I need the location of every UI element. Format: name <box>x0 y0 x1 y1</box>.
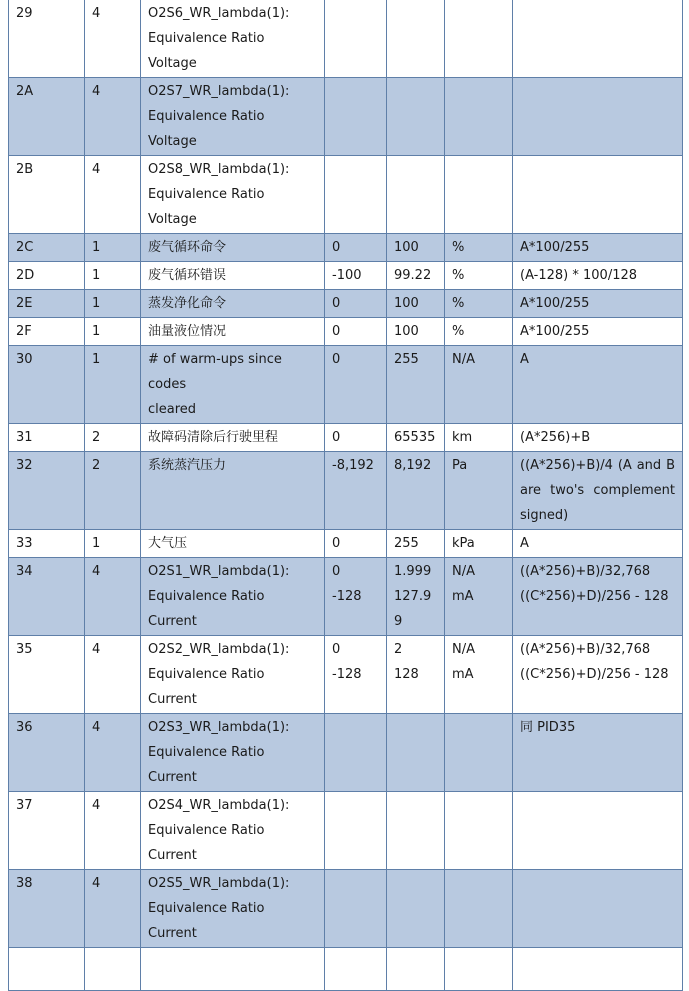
formula-cell <box>513 870 683 948</box>
description-cell: 废气循环错误 <box>141 262 325 290</box>
pid-cell: 32 <box>9 452 85 530</box>
formula-cell: A*100/255 <box>513 234 683 262</box>
bytes-cell: 1 <box>85 290 141 318</box>
pid-cell <box>9 948 85 991</box>
formula-cell: ((A*256)+B)/32,768 ((C*256)+D)/256 - 128 <box>513 636 683 714</box>
min-value-cell: 0 <box>325 346 387 424</box>
description-cell: O2S6_WR_lambda(1): Equivalence Ratio Voltage <box>141 0 325 78</box>
pid-cell: 34 <box>9 558 85 636</box>
min-value-cell <box>325 0 387 78</box>
pid-cell: 2A <box>9 78 85 156</box>
description-cell: 故障码清除后行驶里程 <box>141 424 325 452</box>
pid-cell: 33 <box>9 530 85 558</box>
description-cell: 大气压 <box>141 530 325 558</box>
unit-cell: % <box>445 290 513 318</box>
pid-cell: 30 <box>9 346 85 424</box>
max-value-cell: 99.22 <box>387 262 445 290</box>
max-value-cell <box>387 792 445 870</box>
unit-cell <box>445 948 513 991</box>
pid-cell: 2E <box>9 290 85 318</box>
max-value-cell: 65535 <box>387 424 445 452</box>
table-row <box>9 530 683 558</box>
min-value-cell <box>325 714 387 792</box>
formula-cell <box>513 156 683 234</box>
formula-cell <box>513 792 683 870</box>
description-cell <box>141 948 325 991</box>
description-cell: # of warm-ups since codes cleared <box>141 346 325 424</box>
formula-cell: A <box>513 346 683 424</box>
description-cell: 油量液位情况 <box>141 318 325 346</box>
formula-cell: ((A*256)+B)/4 (A and B are two's complement signed) <box>513 452 683 530</box>
max-value-cell: 100 <box>387 290 445 318</box>
formula-cell: (A-128) * 100/128 <box>513 262 683 290</box>
max-value-cell: 100 <box>387 234 445 262</box>
unit-cell: Pa <box>445 452 513 530</box>
bytes-cell: 1 <box>85 530 141 558</box>
pid-cell: 38 <box>9 870 85 948</box>
obd-pid-table <box>8 0 683 991</box>
min-value-cell: 0 <box>325 318 387 346</box>
pid-cell: 37 <box>9 792 85 870</box>
table-row <box>9 78 683 156</box>
pid-cell: 2C <box>9 234 85 262</box>
table-row <box>9 156 683 234</box>
max-value-cell <box>387 870 445 948</box>
bytes-cell: 4 <box>85 714 141 792</box>
description-cell: 废气循环命令 <box>141 234 325 262</box>
table-row <box>9 0 683 78</box>
table-row <box>9 290 683 318</box>
pid-cell: 29 <box>9 0 85 78</box>
max-value-cell <box>387 714 445 792</box>
table-row <box>9 948 683 991</box>
pid-cell: 36 <box>9 714 85 792</box>
min-value-cell <box>325 78 387 156</box>
bytes-cell: 4 <box>85 636 141 714</box>
min-value-cell <box>325 156 387 234</box>
table-row <box>9 262 683 290</box>
min-value-cell: 0 <box>325 290 387 318</box>
min-value-cell: 0 <box>325 530 387 558</box>
table-row <box>9 424 683 452</box>
bytes-cell: 2 <box>85 424 141 452</box>
min-value-cell: 0 <box>325 234 387 262</box>
bytes-cell: 4 <box>85 0 141 78</box>
table-row <box>9 234 683 262</box>
bytes-cell: 1 <box>85 234 141 262</box>
description-cell: 系统蒸汽压力 <box>141 452 325 530</box>
bytes-cell: 1 <box>85 346 141 424</box>
description-cell: O2S5_WR_lambda(1): Equivalence Ratio Current <box>141 870 325 948</box>
min-value-cell: -8,192 <box>325 452 387 530</box>
formula-cell: A*100/255 <box>513 318 683 346</box>
max-value-cell <box>387 948 445 991</box>
formula-cell: A*100/255 <box>513 290 683 318</box>
min-value-cell: 0 -128 <box>325 636 387 714</box>
description-cell: O2S8_WR_lambda(1): Equivalence Ratio Voltage <box>141 156 325 234</box>
min-value-cell: 0 <box>325 424 387 452</box>
table-row <box>9 636 683 714</box>
table-row <box>9 792 683 870</box>
unit-cell: % <box>445 262 513 290</box>
bytes-cell: 4 <box>85 792 141 870</box>
table-row <box>9 318 683 346</box>
table-row <box>9 346 683 424</box>
formula-cell: ((A*256)+B)/32,768 ((C*256)+D)/256 - 128 <box>513 558 683 636</box>
unit-cell <box>445 78 513 156</box>
unit-cell <box>445 0 513 78</box>
formula-cell: A <box>513 530 683 558</box>
bytes-cell: 4 <box>85 78 141 156</box>
unit-cell: % <box>445 234 513 262</box>
unit-cell: % <box>445 318 513 346</box>
description-cell: O2S2_WR_lambda(1): Equivalence Ratio Current <box>141 636 325 714</box>
max-value-cell <box>387 78 445 156</box>
formula-cell <box>513 78 683 156</box>
description-cell: O2S7_WR_lambda(1): Equivalence Ratio Voltage <box>141 78 325 156</box>
bytes-cell: 1 <box>85 318 141 346</box>
table-row <box>9 452 683 530</box>
formula-cell: 同 PID35 <box>513 714 683 792</box>
max-value-cell: 255 <box>387 530 445 558</box>
max-value-cell: 255 <box>387 346 445 424</box>
max-value-cell <box>387 0 445 78</box>
unit-cell: N/A <box>445 346 513 424</box>
min-value-cell: -100 <box>325 262 387 290</box>
formula-cell: (A*256)+B <box>513 424 683 452</box>
bytes-cell <box>85 948 141 991</box>
description-cell: O2S4_WR_lambda(1): Equivalence Ratio Current <box>141 792 325 870</box>
bytes-cell: 4 <box>85 870 141 948</box>
description-cell: O2S1_WR_lambda(1): Equivalence Ratio Current <box>141 558 325 636</box>
pid-cell: 31 <box>9 424 85 452</box>
table-body <box>9 0 683 991</box>
formula-cell <box>513 948 683 991</box>
table-row <box>9 870 683 948</box>
unit-cell: N/A mA <box>445 636 513 714</box>
max-value-cell: 2 128 <box>387 636 445 714</box>
document-page <box>8 0 682 991</box>
bytes-cell: 4 <box>85 558 141 636</box>
min-value-cell <box>325 870 387 948</box>
bytes-cell: 4 <box>85 156 141 234</box>
max-value-cell: 1.999 127.9 9 <box>387 558 445 636</box>
description-cell: O2S3_WR_lambda(1): Equivalence Ratio Current <box>141 714 325 792</box>
unit-cell <box>445 156 513 234</box>
pid-cell: 2D <box>9 262 85 290</box>
table-row <box>9 714 683 792</box>
min-value-cell <box>325 792 387 870</box>
description-cell: 蒸发净化命令 <box>141 290 325 318</box>
unit-cell: N/A mA <box>445 558 513 636</box>
formula-cell <box>513 0 683 78</box>
bytes-cell: 2 <box>85 452 141 530</box>
unit-cell: kPa <box>445 530 513 558</box>
unit-cell <box>445 870 513 948</box>
max-value-cell: 100 <box>387 318 445 346</box>
unit-cell <box>445 714 513 792</box>
pid-cell: 2F <box>9 318 85 346</box>
unit-cell <box>445 792 513 870</box>
bytes-cell: 1 <box>85 262 141 290</box>
unit-cell: km <box>445 424 513 452</box>
pid-cell: 2B <box>9 156 85 234</box>
table-row <box>9 558 683 636</box>
min-value-cell: 0 -128 <box>325 558 387 636</box>
pid-cell: 35 <box>9 636 85 714</box>
min-value-cell <box>325 948 387 991</box>
max-value-cell: 8,192 <box>387 452 445 530</box>
max-value-cell <box>387 156 445 234</box>
